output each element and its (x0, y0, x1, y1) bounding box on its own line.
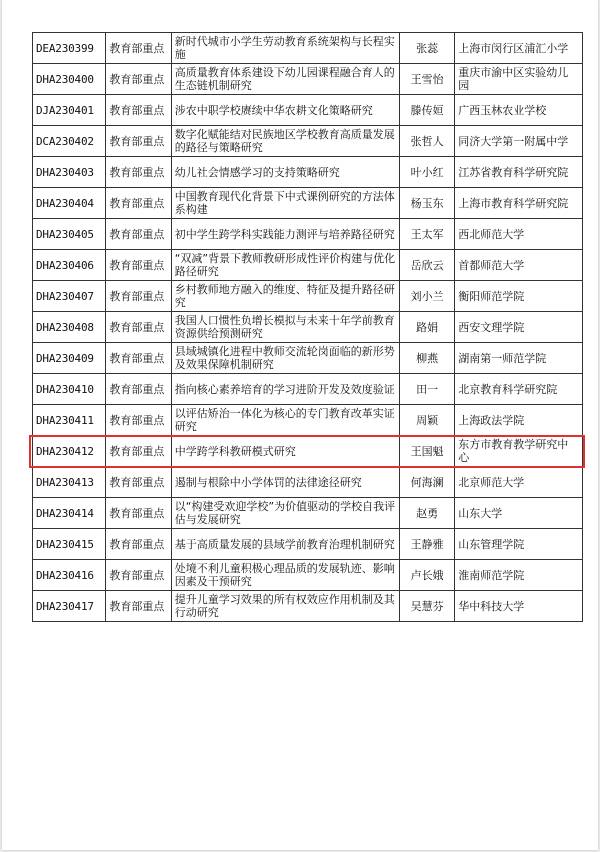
project-code: DHA230411 (33, 405, 106, 436)
project-title: 涉农中职学校赓续中华农耕文化策略研究 (171, 95, 399, 126)
project-table-body (33, 33, 583, 622)
project-leader: 周颖 (399, 405, 454, 436)
project-category: 教育部重点 (106, 405, 171, 436)
project-title: 初中学生跨学科实践能力测评与培养路径研究 (171, 219, 399, 250)
project-title: 基于高质量发展的县域学前教育治理机制研究 (171, 529, 399, 560)
project-title: 乡村教师地方融入的维度、特征及提升路径研究 (171, 281, 399, 312)
project-organization: 江苏省教育科学研究院 (455, 157, 583, 188)
project-leader: 张哲人 (399, 126, 454, 157)
project-category: 教育部重点 (106, 250, 171, 281)
project-category: 教育部重点 (106, 374, 171, 405)
project-category: 教育部重点 (106, 436, 171, 467)
project-organization: 山东大学 (455, 498, 583, 529)
project-code: DCA230402 (33, 126, 106, 157)
project-code: DHA230414 (33, 498, 106, 529)
table-row (33, 498, 583, 529)
table-row (33, 529, 583, 560)
project-category: 教育部重点 (106, 498, 171, 529)
project-organization: 重庆市渝中区实验幼儿园 (455, 64, 583, 95)
table-row (33, 33, 583, 64)
project-leader: 王国魁 (399, 436, 454, 467)
project-code: DHA230403 (33, 157, 106, 188)
project-code: DHA230405 (33, 219, 106, 250)
project-leader: 卢长娥 (399, 560, 454, 591)
project-leader: 滕传姮 (399, 95, 454, 126)
table-row (33, 157, 583, 188)
project-organization: 山东管理学院 (455, 529, 583, 560)
project-organization: 西北师范大学 (455, 219, 583, 250)
project-title: 中国教育现代化背景下中式课例研究的方法体系构建 (171, 188, 399, 219)
project-title: 处境不利儿童积极心理品质的发展轨迹、影响因素及干预研究 (171, 560, 399, 591)
project-category: 教育部重点 (106, 312, 171, 343)
project-organization: 东方市教育教学研究中心 (455, 436, 583, 467)
project-code: DHA230406 (33, 250, 106, 281)
project-leader: 刘小兰 (399, 281, 454, 312)
table-row (33, 312, 583, 343)
table-row (33, 591, 583, 622)
project-title: 以“构建受欢迎学校”为价值驱动的学校自我评估与发展研究 (171, 498, 399, 529)
table-row (33, 95, 583, 126)
project-leader: 王雪怡 (399, 64, 454, 95)
project-code: DHA230416 (33, 560, 106, 591)
project-category: 教育部重点 (106, 281, 171, 312)
project-organization: 衡阳师范学院 (455, 281, 583, 312)
project-organization: 淮南师范学院 (455, 560, 583, 591)
project-code: DHA230413 (33, 467, 106, 498)
project-leader: 柳燕 (399, 343, 454, 374)
project-leader: 杨玉东 (399, 188, 454, 219)
project-leader: 赵勇 (399, 498, 454, 529)
project-title: 提升儿童学习效果的所有权效应作用机制及其行动研究 (171, 591, 399, 622)
project-code: DHA230410 (33, 374, 106, 405)
project-category: 教育部重点 (106, 33, 171, 64)
project-organization: 北京教育科学研究院 (455, 374, 583, 405)
project-category: 教育部重点 (106, 188, 171, 219)
project-title: 以评估矫治一体化为核心的专门教育改革实证研究 (171, 405, 399, 436)
project-organization: 湖南第一师范学院 (455, 343, 583, 374)
project-code: DJA230401 (33, 95, 106, 126)
project-code: DHA230412 (33, 436, 106, 467)
project-title: 县域城镇化进程中教师交流轮岗面临的新形势及效果保障机制研究 (171, 343, 399, 374)
table-row (33, 250, 583, 281)
project-code: DHA230400 (33, 64, 106, 95)
project-category: 教育部重点 (106, 529, 171, 560)
table-row (33, 126, 583, 157)
project-category: 教育部重点 (106, 560, 171, 591)
table-row (33, 343, 583, 374)
project-title: 遏制与根除中小学体罚的法律途径研究 (171, 467, 399, 498)
project-category: 教育部重点 (106, 467, 171, 498)
project-title: 幼儿社会情感学习的支持策略研究 (171, 157, 399, 188)
table-row (33, 281, 583, 312)
project-title: 中学跨学科教研模式研究 (171, 436, 399, 467)
project-title: 指向核心素养培育的学习进阶开发及效度验证 (171, 374, 399, 405)
project-organization: 首都师范大学 (455, 250, 583, 281)
project-leader: 吴慧芬 (399, 591, 454, 622)
project-leader: 田一 (399, 374, 454, 405)
project-code: DHA230409 (33, 343, 106, 374)
project-organization: 上海市教育科学研究院 (455, 188, 583, 219)
project-table (32, 32, 583, 622)
project-title: 数字化赋能结对民族地区学校教育高质量发展的路径与策略研究 (171, 126, 399, 157)
project-organization: 西安文理学院 (455, 312, 583, 343)
table-row (33, 188, 583, 219)
table-row-highlighted (33, 436, 583, 467)
project-code: DHA230415 (33, 529, 106, 560)
table-row (33, 560, 583, 591)
table-row (33, 64, 583, 95)
project-category: 教育部重点 (106, 64, 171, 95)
project-category: 教育部重点 (106, 95, 171, 126)
project-organization: 广西玉林农业学校 (455, 95, 583, 126)
project-leader: 叶小红 (399, 157, 454, 188)
project-category: 教育部重点 (106, 126, 171, 157)
project-category: 教育部重点 (106, 157, 171, 188)
project-leader: 张蕊 (399, 33, 454, 64)
project-code: DHA230408 (33, 312, 106, 343)
project-leader: 王太军 (399, 219, 454, 250)
project-organization: 华中科技大学 (455, 591, 583, 622)
table-row (33, 405, 583, 436)
project-leader: 王静雅 (399, 529, 454, 560)
project-title: 新时代城市小学生劳动教育系统架构与长程实施 (171, 33, 399, 64)
table-row (33, 374, 583, 405)
project-leader: 岳欣云 (399, 250, 454, 281)
project-organization: 同济大学第一附属中学 (455, 126, 583, 157)
project-code: DEA230399 (33, 33, 106, 64)
project-code: DHA230404 (33, 188, 106, 219)
project-organization: 北京师范大学 (455, 467, 583, 498)
project-leader: 路娟 (399, 312, 454, 343)
project-category: 教育部重点 (106, 343, 171, 374)
project-code: DHA230407 (33, 281, 106, 312)
project-title: 高质量教育体系建设下幼儿园课程融合育人的生态链机制研究 (171, 64, 399, 95)
project-title: 我国人口惯性负增长模拟与未来十年学前教育资源供给预测研究 (171, 312, 399, 343)
project-category: 教育部重点 (106, 219, 171, 250)
table-row (33, 467, 583, 498)
project-leader: 何海澜 (399, 467, 454, 498)
project-title: “双减”背景下教师教研形成性评价构建与优化路径研究 (171, 250, 399, 281)
project-code: DHA230417 (33, 591, 106, 622)
project-organization: 上海政法学院 (455, 405, 583, 436)
project-category: 教育部重点 (106, 591, 171, 622)
table-row (33, 219, 583, 250)
document-page (2, 0, 598, 850)
project-organization: 上海市闵行区浦汇小学 (455, 33, 583, 64)
